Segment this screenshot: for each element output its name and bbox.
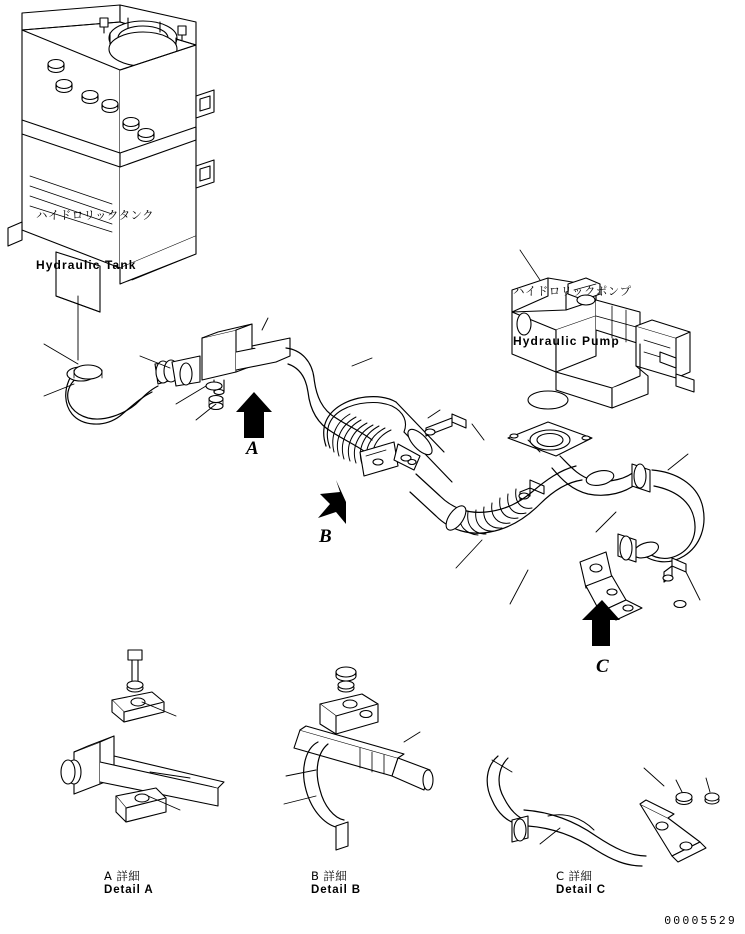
hydraulic-tank-label-en: Hydraulic Tank: [36, 257, 137, 272]
detail-b-drawing: [284, 667, 433, 850]
drawing-part-number: 00005529: [664, 915, 737, 928]
hydraulic-pump-label: [513, 248, 632, 385]
detail-a-caption-en: Detail A: [104, 884, 154, 896]
detail-c-caption-en: Detail C: [556, 884, 607, 896]
detail-b-caption-jp: B 詳細: [311, 869, 348, 883]
pump-flange-group: [508, 391, 592, 456]
detail-b-caption: [311, 868, 361, 896]
main-lower-tube: [410, 466, 582, 535]
hydraulic-pump-label-jp: ハイドロリックポンプ: [513, 283, 632, 298]
hydraulic-pump-label-en: Hydraulic Pump: [513, 333, 620, 348]
detail-a-caption: [104, 868, 154, 896]
pump-side-hoses: [552, 456, 704, 562]
bolt-group-B: [425, 414, 544, 500]
detail-a-caption-jp: A 詳細: [104, 869, 141, 883]
callout-b: B: [319, 526, 332, 547]
detail-b-caption-en: Detail B: [311, 884, 362, 896]
hydraulic-tank-label-jp: ハイドロリックタンク: [36, 207, 155, 222]
detail-c-caption: [556, 868, 606, 896]
detail-a-drawing: [61, 650, 224, 822]
hydraulic-tank-label: [36, 172, 154, 309]
tee-block-A: [202, 324, 290, 410]
callout-a: A: [246, 438, 259, 459]
clamp-bracket-B: [360, 442, 420, 476]
detail-c-drawing: [487, 756, 719, 866]
callout-c: C: [596, 656, 609, 677]
detail-c-caption-jp: C 詳細: [556, 869, 593, 883]
tank-suction-elbow-hose: [66, 356, 200, 424]
